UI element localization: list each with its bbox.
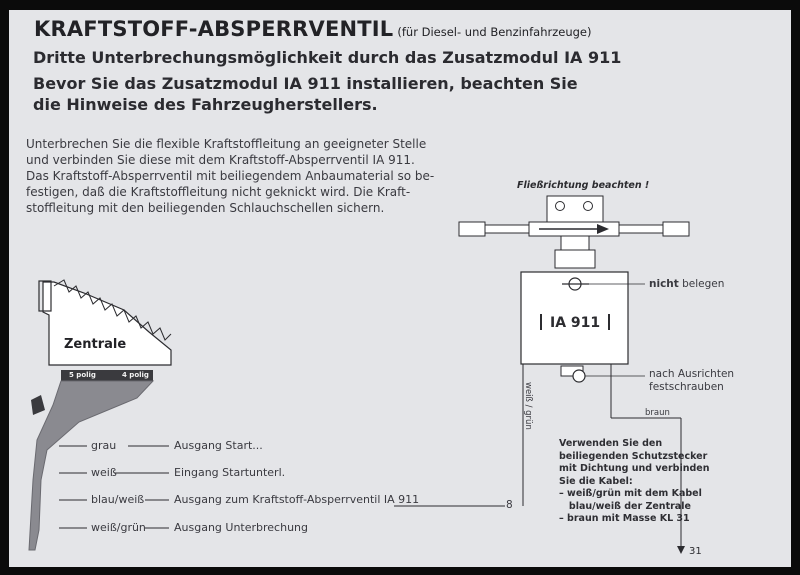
module-label: IA 911 (550, 315, 601, 331)
cable-note-line: mit Dichtung und verbinden (559, 463, 710, 474)
cable-note-line: Verwenden Sie den (559, 438, 663, 449)
wire-function-label: Ausgang zum Kraftstoff-Absperrventil IA 911 (174, 493, 420, 506)
notice-line-1: Bevor Sie das Zusatzmodul IA 911 installieren, beachten Sie (33, 74, 578, 93)
page-subtitle: Dritte Unterbrechungsmöglichkeit durch das Zusatzmodul IA 911 (33, 48, 622, 67)
wire-right-label: braun (645, 408, 670, 418)
cable-note (559, 438, 710, 526)
port-note (649, 278, 724, 290)
connector-pin-label: 8 (506, 499, 513, 511)
notice-line-2: die Hinweise des Fahrzeugherstellers. (33, 95, 378, 114)
wire-left-label: weiß / grün (523, 382, 533, 430)
port-note-emphasis: nicht (649, 278, 679, 290)
wire-function-label: Ausgang Unterbrechung (174, 521, 309, 534)
screw-note-line: nach Ausrichten (649, 368, 735, 380)
instruction-line: Unterbrechen Sie die flexible Kraftstoffleitung an geeigneter Stelle (26, 137, 427, 151)
instruction-line: Das Kraftstoff-Absperrventil mit beiliegendem Anbaumaterial so be- (26, 169, 435, 183)
cable-note-line: – weiß/grün mit dem Kabel (559, 488, 702, 499)
connector-5-pin-label: 5 polig (69, 371, 96, 379)
title-main: KRAFTSTOFF-ABSPERRVENTIL (34, 17, 394, 41)
cable-note-line: Sie die Kabel: (559, 475, 633, 487)
wire-color-label: blau/weiß (91, 493, 145, 506)
connector-4-pin-label: 4 polig (122, 371, 149, 379)
title-suffix: (für Diesel- und Benzinfahrzeuge) (397, 25, 592, 39)
instruction-line: festigen, daß die Kraftstoffleitung nicht geknickt wird. Die Kraft- (26, 185, 411, 199)
wire-function-label: Eingang Startunterl. (174, 466, 286, 479)
screw-note-line: festschrauben (649, 380, 724, 393)
instruction-line: und verbinden Sie diese mit dem Kraftstoff-Absperrventil IA 911. (26, 153, 415, 167)
wire-color-label: grau (91, 439, 117, 452)
flow-direction-label: Fließrichtung beachten ! (517, 180, 650, 191)
cable-note-line: – braun mit Masse KL 31 (559, 513, 690, 524)
screw-note (649, 368, 734, 393)
wire-color-label: weiß (91, 466, 117, 479)
cable-note-line: beiliegenden Schutzstecker (559, 450, 708, 462)
page-number: 31 (689, 546, 702, 557)
instruction-line: stoffleitung mit den beiliegenden Schlauchschellen sichern. (26, 201, 385, 215)
wire-function-label: Ausgang Start... (174, 439, 263, 452)
wire-color-label: weiß/grün (91, 521, 146, 534)
zentrale-module-drawing (29, 280, 505, 550)
port-note-text: belegen (682, 278, 725, 290)
cable-note-line: blau/weiß der Zentrale (559, 500, 691, 512)
zentrale-label: Zentrale (64, 337, 127, 352)
manual-page (9, 10, 791, 567)
